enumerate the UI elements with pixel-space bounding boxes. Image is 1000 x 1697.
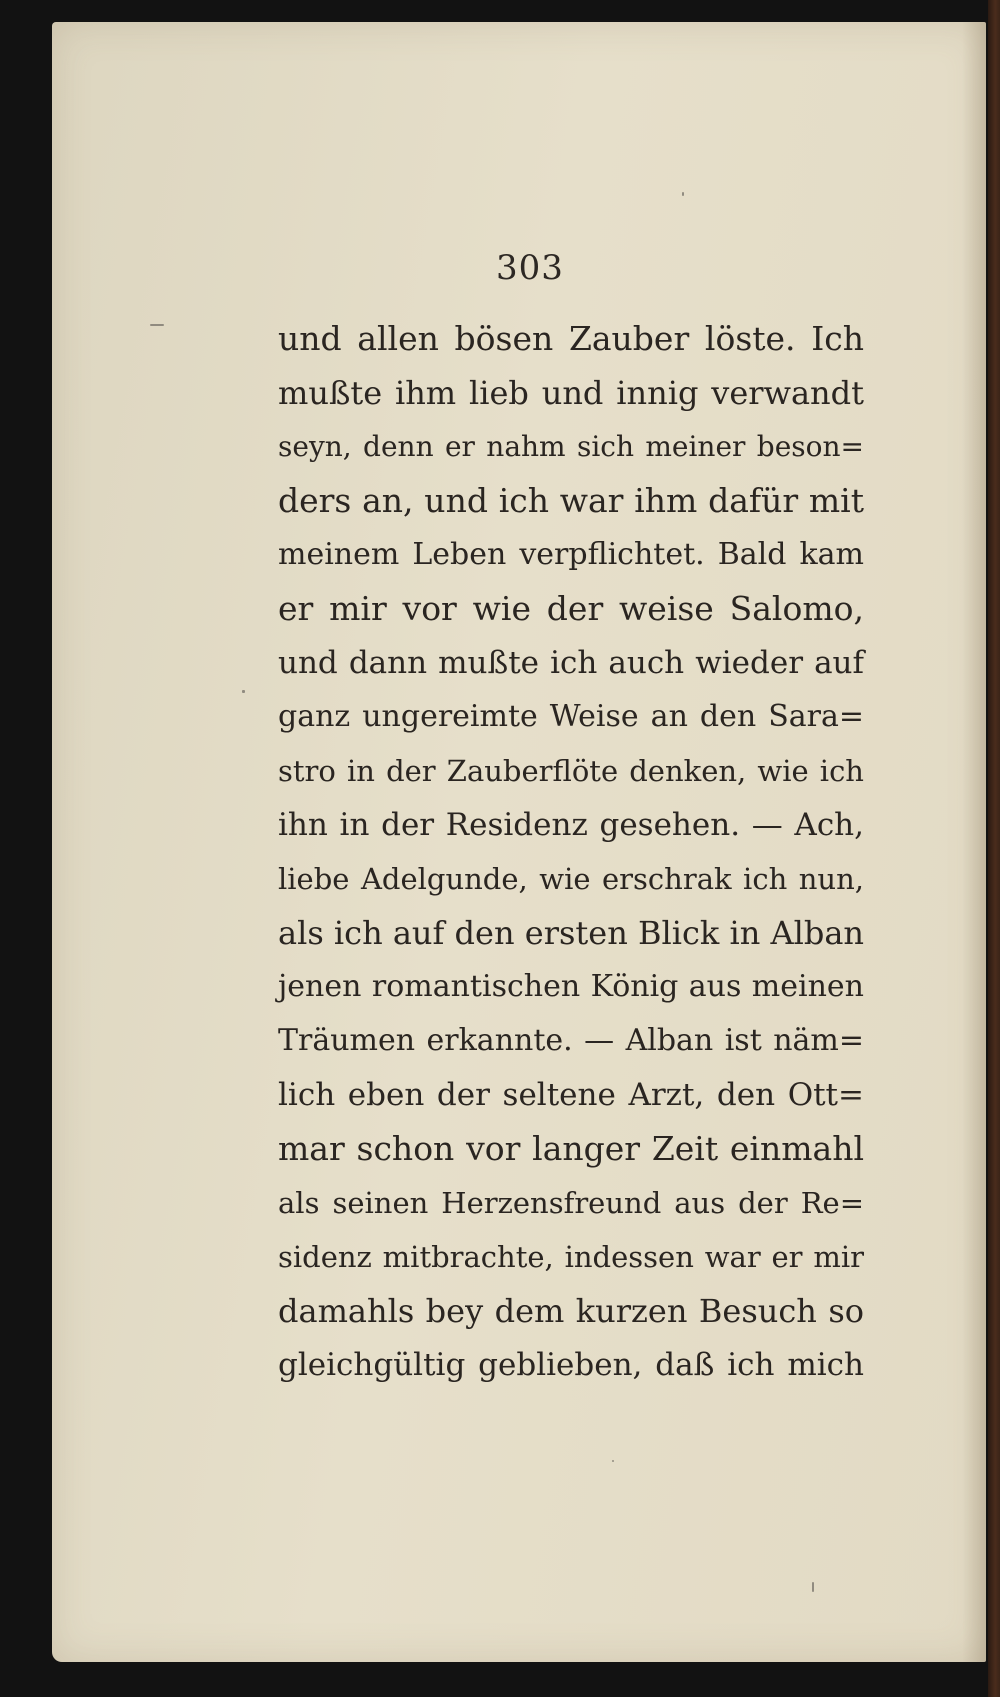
page-number: 303: [496, 248, 564, 288]
paper-speck: [242, 690, 245, 693]
text-line: seyn, denn er nahm sich meiner beson=: [278, 430, 864, 463]
text-line: Träumen erkannte. — Alban ist näm=: [278, 1023, 864, 1058]
text-line: ihn in der Residenz gesehen. — Ach,: [278, 807, 864, 843]
body-text: [278, 312, 864, 1392]
text-line: liebe Adelgunde, wie erschrak ich nun,: [278, 862, 864, 896]
text-line: stro in der Zauberflöte denken, wie ich: [278, 754, 864, 788]
text-line: sidenz mitbrachte, indessen war er mir: [278, 1240, 864, 1274]
text-line: als ich auf den ersten Blick in Alban: [278, 914, 864, 952]
text-line: gleichgültig geblieben, daß ich mich: [278, 1347, 864, 1383]
paper-speck: [812, 1582, 814, 1592]
text-line: meinem Leben verpflichtet. Bald kam: [278, 537, 864, 572]
text-line: und allen bösen Zauber löste. Ich: [278, 319, 864, 358]
paper-speck: [612, 1460, 614, 1462]
text-line: mußte ihm lieb und innig verwandt: [278, 374, 864, 412]
text-line: lich eben der seltene Arzt, den Ott=: [278, 1077, 864, 1113]
text-line: als seinen Herzensfreund aus der Re=: [278, 1186, 864, 1220]
text-line: damahls bey dem kurzen Besuch so: [278, 1292, 864, 1330]
text-line: mar schon vor langer Zeit einmahl: [278, 1129, 864, 1168]
text-line: ders an, und ich war ihm dafür mit: [278, 481, 864, 520]
text-line: und dann mußte ich auch wieder auf: [278, 645, 864, 681]
paper-speck: [682, 192, 684, 196]
book-edge: [988, 0, 1000, 1697]
paper-speck: [150, 324, 164, 326]
text-line: jenen romantischen König aus meinen: [278, 969, 864, 1004]
text-line: ganz ungereimte Weise an den Sara=: [278, 699, 864, 734]
text-line: er mir vor wie der weise Salomo,: [278, 589, 864, 628]
